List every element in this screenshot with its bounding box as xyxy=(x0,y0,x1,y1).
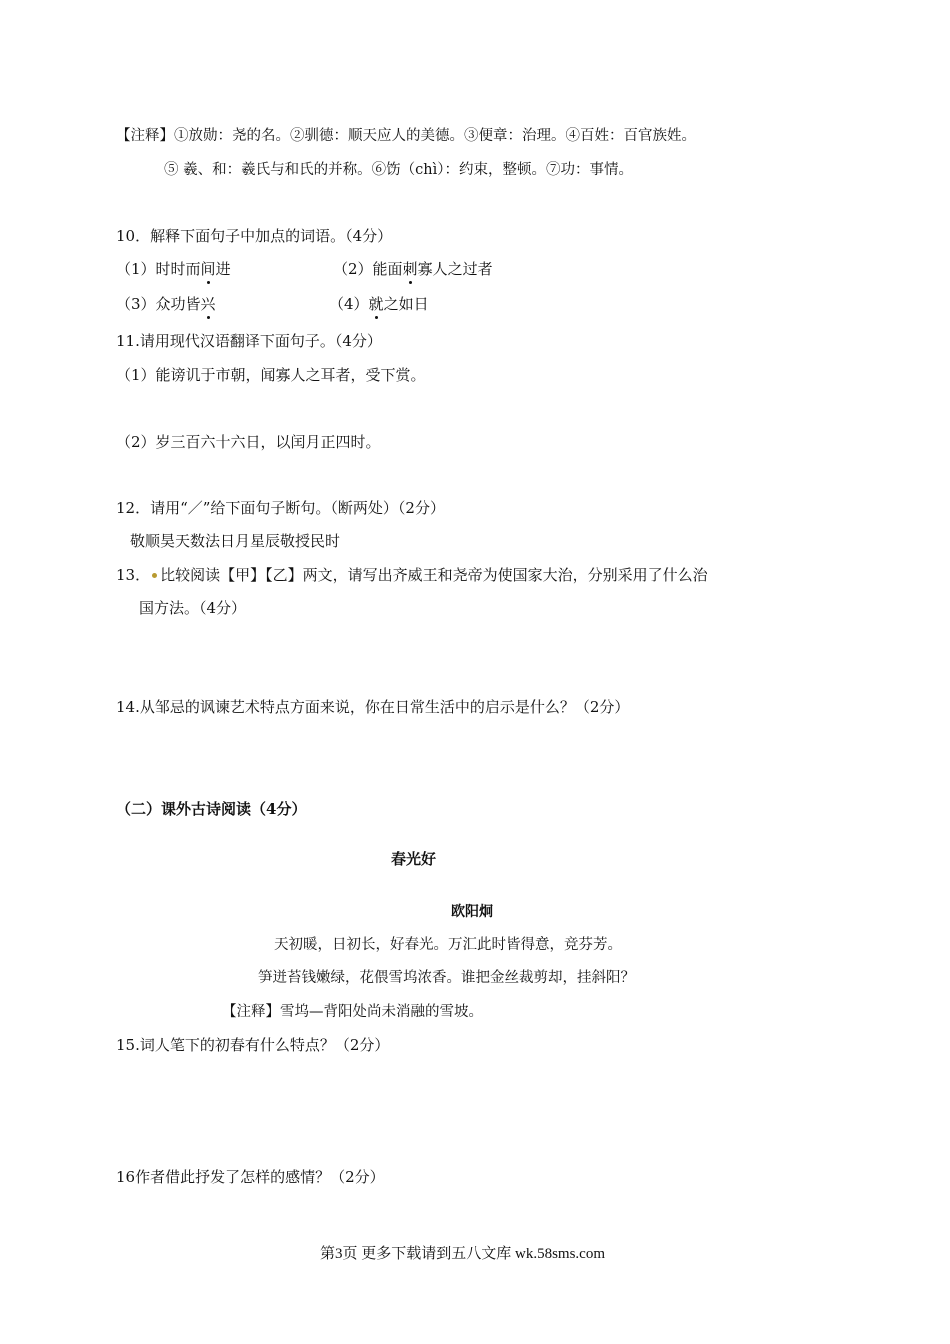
question-10-item-2 xyxy=(333,259,493,279)
poem-title: 春光好 xyxy=(391,850,437,868)
question-12-sentence: 敬顺昊天数法日月星辰敬授民时 xyxy=(130,532,341,550)
annotation-line-1: 【注释】①放勋：尧的名。②驯德：顺天应人的美德。③便章：治理。④百姓：百官族姓。 xyxy=(116,128,696,144)
question-10-title: 10．解释下面句子中加点的词语。（4分） xyxy=(116,227,393,245)
question-15-title: 15.词人笔下的初春有什么特点？（2分） xyxy=(116,1036,390,1054)
question-10-item-1 xyxy=(116,259,231,279)
question-13-number: 13． xyxy=(116,566,151,584)
question-13-line-1 xyxy=(116,565,708,585)
annotation-line-2: ⑤ 羲、和：羲氏与和氏的并称。⑥饬（chì）：约束，整顿。⑦功：事情。 xyxy=(164,162,633,178)
item-4-dotted-word: 就 xyxy=(368,295,384,313)
item-1-post: 进 xyxy=(215,260,231,278)
page-footer: 第3页 更多下载请到五八文库 wk.58sms.com xyxy=(320,1246,606,1262)
poem-line-1: 天初暖，日初长，好春光。万汇此时皆得意，竞芬芳。 xyxy=(274,937,622,953)
item-4-post: 之如日 xyxy=(383,295,429,313)
poem-line-2: 笋迸苔钱嫩绿，花偎雪坞浓香。谁把金丝裁剪却，挂斜阳？ xyxy=(258,970,635,986)
question-14-title: 14.从邹忌的讽谏艺术特点方面来说，你在日常生活中的启示是什么？（2分） xyxy=(116,698,630,716)
item-2-pre: （2）能面 xyxy=(333,260,403,278)
question-10-item-3 xyxy=(116,294,216,314)
item-3-pre: （3）众功皆 xyxy=(116,295,201,313)
poem-author: 欧阳炯 xyxy=(451,904,493,920)
question-10-item-4 xyxy=(329,294,429,314)
item-2-dotted-word: 刺 xyxy=(402,260,418,278)
item-4-pre: （4） xyxy=(329,295,369,313)
item-1-pre: （1）时时而 xyxy=(116,260,201,278)
item-3-dotted-word: 兴 xyxy=(200,295,216,313)
edit-mark-icon xyxy=(152,573,157,578)
question-13-line-2: 国方法。（4分） xyxy=(139,599,247,617)
question-16-title: 16作者借此抒发了怎样的感情？（2分） xyxy=(116,1168,385,1186)
section-heading: （二）课外古诗阅读（4分） xyxy=(116,800,307,818)
item-1-dotted-word: 间 xyxy=(200,260,216,278)
item-2-post: 寡人之过者 xyxy=(417,260,493,278)
question-11-sentence-2: （2）岁三百六十六日，以闰月正四时。 xyxy=(116,433,381,451)
poem-annotation: 【注释】雪坞—背阳处尚未消融的雪坡。 xyxy=(222,1004,483,1020)
question-12-title: 12．请用“／”给下面句子断句。（断两处）（2分） xyxy=(116,499,445,517)
question-13-text: 比较阅读【甲】【乙】两文，请写出齐威王和尧帝为使国家大治，分别采用了什么治 xyxy=(160,566,708,584)
question-11-sentence-1: （1）能谤讥于市朝，闻寡人之耳者，受下赏。 xyxy=(116,366,426,384)
question-11-title: 11.请用现代汉语翻译下面句子。（4分） xyxy=(116,332,382,350)
